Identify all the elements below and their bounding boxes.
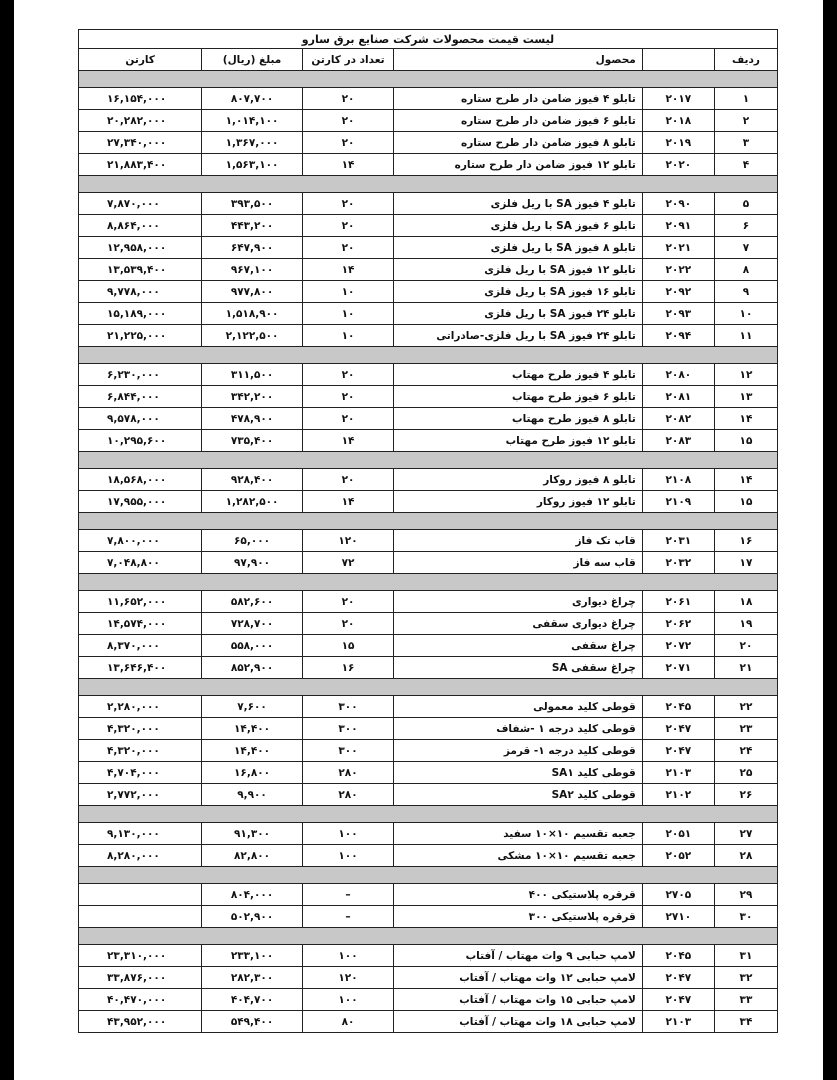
product-name: قوطی کلید معمولی: [394, 696, 642, 718]
row-index: ۱۰: [714, 303, 777, 325]
table-row: [79, 491, 778, 513]
unit-price: ۳۹۳,۵۰۰: [202, 193, 302, 215]
unit-price: ۹,۹۰۰: [202, 784, 302, 806]
table-row: [79, 718, 778, 740]
unit-price: ۱۶,۸۰۰: [202, 762, 302, 784]
product-name: چراغ دیواری: [394, 591, 642, 613]
row-index: ۳۰: [714, 906, 777, 928]
qty-per-carton: ۲۸۰: [302, 762, 394, 784]
qty-per-carton: ۱۰: [302, 281, 394, 303]
row-index: ۲۸: [714, 845, 777, 867]
qty-per-carton: ۳۰۰: [302, 696, 394, 718]
carton-price: ۹,۵۷۸,۰۰۰: [79, 408, 202, 430]
row-index: ۳۳: [714, 989, 777, 1011]
row-index: ۱۳: [714, 386, 777, 408]
unit-price: ۵۴۹,۴۰۰: [202, 1011, 302, 1033]
qty-per-carton: ۱۰۰: [302, 989, 394, 1011]
table-row: [79, 193, 778, 215]
product-name: تابلو ۱۲ فیوز طرح مهتاب: [394, 430, 642, 452]
product-code: ۲۰۲۰: [642, 154, 714, 176]
unit-price: ۷۳۵,۴۰۰: [202, 430, 302, 452]
carton-price: ۲۱,۲۲۵,۰۰۰: [79, 325, 202, 347]
product-name: تابلو ۱۲ فیوز ضامن دار طرح ستاره: [394, 154, 642, 176]
row-index: ۲۴: [714, 740, 777, 762]
product-name: جعبه تقسیم ۱۰×۱۰ مشکی: [394, 845, 642, 867]
row-index: ۱۵: [714, 491, 777, 513]
table-row: [79, 989, 778, 1011]
qty-per-carton: ۲۰: [302, 88, 394, 110]
row-index: ۱۷: [714, 552, 777, 574]
product-code: ۲۰۹۴: [642, 325, 714, 347]
product-code: ۲۰۴۷: [642, 989, 714, 1011]
carton-price: ۱۱,۶۵۲,۰۰۰: [79, 591, 202, 613]
qty-per-carton: ۱۰۰: [302, 945, 394, 967]
title-row: [79, 30, 778, 49]
group-separator: [79, 452, 778, 469]
carton-price: ۱۷,۹۵۵,۰۰۰: [79, 491, 202, 513]
table-row: [79, 364, 778, 386]
product-name: تابلو ۲۴ فیوز SA با ریل فلزی-صادراتی: [394, 325, 642, 347]
unit-price: ۲۳۳,۱۰۰: [202, 945, 302, 967]
product-code: ۲۰۴۷: [642, 967, 714, 989]
table-row: [79, 696, 778, 718]
table-row: [79, 430, 778, 452]
table-row: [79, 762, 778, 784]
table-row: [79, 88, 778, 110]
product-name: تابلو ۱۲ فیوز روکار: [394, 491, 642, 513]
table-row: [79, 469, 778, 491]
unit-price: ۲۸۲,۳۰۰: [202, 967, 302, 989]
header-carton: کارتن: [79, 49, 202, 71]
product-name: چراغ سقفی SA: [394, 657, 642, 679]
carton-price: ۲۰,۲۸۲,۰۰۰: [79, 110, 202, 132]
product-code: ۲۷۰۵: [642, 884, 714, 906]
carton-price: ۱۲,۹۵۸,۰۰۰: [79, 237, 202, 259]
carton-price: ۱۶,۱۵۴,۰۰۰: [79, 88, 202, 110]
product-name: قرقره پلاستیکی ۳۰۰: [394, 906, 642, 928]
product-name: قاب تک فاز: [394, 530, 642, 552]
row-index: ۱۶: [714, 530, 777, 552]
product-code: ۲۰۱۷: [642, 88, 714, 110]
unit-price: ۱,۲۸۲,۵۰۰: [202, 491, 302, 513]
header-price: مبلغ (ریال): [202, 49, 302, 71]
carton-price: ۶,۲۳۰,۰۰۰: [79, 364, 202, 386]
product-name: چراغ دیواری سقفی: [394, 613, 642, 635]
product-name: قاب سه فاز: [394, 552, 642, 574]
product-name: تابلو ۸ فیوز ضامن دار طرح ستاره: [394, 132, 642, 154]
header-code: [642, 49, 714, 71]
carton-price: ۴,۳۲۰,۰۰۰: [79, 740, 202, 762]
group-separator: [79, 928, 778, 945]
product-name: لامپ حبابی ۹ وات مهتاب / آفتاب: [394, 945, 642, 967]
unit-price: ۹۱,۳۰۰: [202, 823, 302, 845]
group-separator: [79, 347, 778, 364]
product-name: تابلو ۸ فیوز روکار: [394, 469, 642, 491]
carton-price: ۱۵,۱۸۹,۰۰۰: [79, 303, 202, 325]
table-row: [79, 591, 778, 613]
table-row: [79, 237, 778, 259]
row-index: ۳۲: [714, 967, 777, 989]
unit-price: ۵۵۸,۰۰۰: [202, 635, 302, 657]
row-index: ۶: [714, 215, 777, 237]
product-name: لامپ حبابی ۱۲ وات مهتاب / آفتاب: [394, 967, 642, 989]
unit-price: ۱,۵۶۳,۱۰۰: [202, 154, 302, 176]
table-row: [79, 945, 778, 967]
carton-price: ۴۰,۴۷۰,۰۰۰: [79, 989, 202, 1011]
qty-per-carton: ۱۴: [302, 259, 394, 281]
header-product: محصول: [394, 49, 642, 71]
row-index: ۲۰: [714, 635, 777, 657]
header-index: ردیف: [714, 49, 777, 71]
row-index: ۳۴: [714, 1011, 777, 1033]
carton-price: ۴,۷۰۴,۰۰۰: [79, 762, 202, 784]
carton-price: ۷,۸۰۰,۰۰۰: [79, 530, 202, 552]
row-index: ۹: [714, 281, 777, 303]
table-row: [79, 823, 778, 845]
group-separator: [79, 176, 778, 193]
qty-per-carton: ۱۶: [302, 657, 394, 679]
row-index: ۱۸: [714, 591, 777, 613]
product-name: لامپ حبابی ۱۵ وات مهتاب / آفتاب: [394, 989, 642, 1011]
product-name: لامپ حبابی ۱۸ وات مهتاب / آفتاب: [394, 1011, 642, 1033]
row-index: ۲۱: [714, 657, 777, 679]
qty-per-carton: ۲۰: [302, 132, 394, 154]
carton-price: ۱۰,۲۹۵,۶۰۰: [79, 430, 202, 452]
product-code: ۲۰۴۵: [642, 945, 714, 967]
row-index: ۱۴: [714, 469, 777, 491]
row-index: ۱۴: [714, 408, 777, 430]
table-row: [79, 408, 778, 430]
qty-per-carton: ۲۰: [302, 613, 394, 635]
table-row: [79, 259, 778, 281]
unit-price: ۶۵,۰۰۰: [202, 530, 302, 552]
header-row: [79, 49, 778, 71]
product-name: چراغ سقفی: [394, 635, 642, 657]
product-code: ۲۰۵۲: [642, 845, 714, 867]
table-row: [79, 906, 778, 928]
table-row: [79, 657, 778, 679]
table-row: [79, 303, 778, 325]
product-name: تابلو ۸ فیوز طرح مهتاب: [394, 408, 642, 430]
carton-price: [79, 906, 202, 928]
table-row: [79, 386, 778, 408]
product-code: ۲۰۵۱: [642, 823, 714, 845]
carton-price: ۱۳,۶۴۶,۴۰۰: [79, 657, 202, 679]
carton-price: ۲۳,۳۱۰,۰۰۰: [79, 945, 202, 967]
product-code: ۲۰۸۳: [642, 430, 714, 452]
row-index: ۳: [714, 132, 777, 154]
unit-price: ۶۴۷,۹۰۰: [202, 237, 302, 259]
unit-price: ۷۲۸,۷۰۰: [202, 613, 302, 635]
unit-price: ۴۷۸,۹۰۰: [202, 408, 302, 430]
unit-price: ۱,۰۱۴,۱۰۰: [202, 110, 302, 132]
carton-price: ۸,۳۷۰,۰۰۰: [79, 635, 202, 657]
qty-per-carton: ۲۰: [302, 469, 394, 491]
separator-cell: [79, 928, 778, 945]
carton-price: ۸,۲۸۰,۰۰۰: [79, 845, 202, 867]
carton-price: ۲,۷۷۲,۰۰۰: [79, 784, 202, 806]
unit-price: ۱۴,۴۰۰: [202, 718, 302, 740]
unit-price: ۱,۳۶۷,۰۰۰: [202, 132, 302, 154]
product-name: تابلو ۴ فیوز SA با ریل فلزی: [394, 193, 642, 215]
row-index: ۱۱: [714, 325, 777, 347]
carton-price: ۸,۸۶۴,۰۰۰: [79, 215, 202, 237]
separator-cell: [79, 513, 778, 530]
qty-per-carton: ۳۰۰: [302, 718, 394, 740]
page-title: لیست قیمت محصولات شرکت صنایع برق سارو: [79, 30, 778, 49]
product-code: ۲۰۱۸: [642, 110, 714, 132]
table-row: [79, 530, 778, 552]
product-code: ۲۰۸۰: [642, 364, 714, 386]
unit-price: ۸۵۲,۹۰۰: [202, 657, 302, 679]
product-name: تابلو ۱۶ فیوز SA با ریل فلزی: [394, 281, 642, 303]
product-name: تابلو ۶ فیوز SA با ریل فلزی: [394, 215, 642, 237]
product-code: ۲۰۱۹: [642, 132, 714, 154]
product-code: ۲۱۰۳: [642, 1011, 714, 1033]
carton-price: ۱۴,۵۷۴,۰۰۰: [79, 613, 202, 635]
separator-cell: [79, 71, 778, 88]
product-name: تابلو ۴ فیوز طرح مهتاب: [394, 364, 642, 386]
qty-per-carton: –: [302, 906, 394, 928]
product-code: ۲۰۴۷: [642, 718, 714, 740]
carton-price: ۶,۸۴۴,۰۰۰: [79, 386, 202, 408]
unit-price: ۹۲۸,۴۰۰: [202, 469, 302, 491]
qty-per-carton: ۲۰: [302, 215, 394, 237]
row-index: ۲۹: [714, 884, 777, 906]
qty-per-carton: ۲۰: [302, 386, 394, 408]
unit-price: ۸۰۴,۰۰۰: [202, 884, 302, 906]
price-list-table: [78, 29, 778, 1033]
unit-price: ۹۷,۹۰۰: [202, 552, 302, 574]
row-index: ۱۲: [714, 364, 777, 386]
qty-per-carton: ۱۲۰: [302, 967, 394, 989]
qty-per-carton: –: [302, 884, 394, 906]
separator-cell: [79, 679, 778, 696]
table-row: [79, 110, 778, 132]
price-list-body: [79, 30, 778, 1033]
product-name: تابلو ۶ فیوز ضامن دار طرح ستاره: [394, 110, 642, 132]
qty-per-carton: ۱۴: [302, 154, 394, 176]
unit-price: ۳۱۱,۵۰۰: [202, 364, 302, 386]
table-row: [79, 635, 778, 657]
qty-per-carton: ۱۰۰: [302, 845, 394, 867]
qty-per-carton: ۲۰: [302, 237, 394, 259]
product-name: قوطی کلید SA۲: [394, 784, 642, 806]
unit-price: ۸۲,۸۰۰: [202, 845, 302, 867]
product-code: ۲۰۳۲: [642, 552, 714, 574]
separator-cell: [79, 347, 778, 364]
table-row: [79, 1011, 778, 1033]
product-code: ۲۰۲۱: [642, 237, 714, 259]
row-index: ۲۵: [714, 762, 777, 784]
carton-price: ۹,۷۷۸,۰۰۰: [79, 281, 202, 303]
product-code: ۲۱۰۹: [642, 491, 714, 513]
product-code: ۲۰۲۲: [642, 259, 714, 281]
row-index: ۳۱: [714, 945, 777, 967]
group-separator: [79, 867, 778, 884]
unit-price: ۹۷۷,۸۰۰: [202, 281, 302, 303]
group-separator: [79, 574, 778, 591]
row-index: ۲۲: [714, 696, 777, 718]
table-row: [79, 552, 778, 574]
product-code: ۲۰۹۰: [642, 193, 714, 215]
qty-per-carton: ۲۰: [302, 110, 394, 132]
row-index: ۱۵: [714, 430, 777, 452]
product-code: ۲۰۴۷: [642, 740, 714, 762]
row-index: ۸: [714, 259, 777, 281]
product-code: ۲۰۶۱: [642, 591, 714, 613]
table-row: [79, 845, 778, 867]
product-code: ۲۰۷۲: [642, 635, 714, 657]
carton-price: ۲۷,۳۴۰,۰۰۰: [79, 132, 202, 154]
qty-per-carton: ۱۴: [302, 491, 394, 513]
row-index: ۵: [714, 193, 777, 215]
separator-cell: [79, 867, 778, 884]
unit-price: ۴۴۳,۲۰۰: [202, 215, 302, 237]
carton-price: ۲,۲۸۰,۰۰۰: [79, 696, 202, 718]
group-separator: [79, 806, 778, 823]
row-index: ۷: [714, 237, 777, 259]
carton-price: ۹,۱۳۰,۰۰۰: [79, 823, 202, 845]
qty-per-carton: ۱۰: [302, 325, 394, 347]
carton-price: ۱۳,۵۳۹,۴۰۰: [79, 259, 202, 281]
qty-per-carton: ۸۰: [302, 1011, 394, 1033]
product-code: ۲۱۰۲: [642, 784, 714, 806]
unit-price: ۵۸۲,۶۰۰: [202, 591, 302, 613]
separator-cell: [79, 176, 778, 193]
unit-price: ۷,۶۰۰: [202, 696, 302, 718]
carton-price: ۴,۳۲۰,۰۰۰: [79, 718, 202, 740]
carton-price: ۷,۸۷۰,۰۰۰: [79, 193, 202, 215]
row-index: ۴: [714, 154, 777, 176]
product-name: تابلو ۱۲ فیوز SA با ریل فلزی: [394, 259, 642, 281]
product-name: تابلو ۶ فیوز طرح مهتاب: [394, 386, 642, 408]
product-name: تابلو ۸ فیوز SA با ریل فلزی: [394, 237, 642, 259]
document-page: [14, 0, 823, 1080]
group-separator: [79, 679, 778, 696]
unit-price: ۱,۵۱۸,۹۰۰: [202, 303, 302, 325]
qty-per-carton: ۲۰: [302, 408, 394, 430]
qty-per-carton: ۱۵: [302, 635, 394, 657]
table-row: [79, 215, 778, 237]
product-code: ۲۰۹۲: [642, 281, 714, 303]
product-name: قرقره پلاستیکی ۴۰۰: [394, 884, 642, 906]
table-row: [79, 132, 778, 154]
group-separator: [79, 513, 778, 530]
qty-per-carton: ۳۰۰: [302, 740, 394, 762]
product-code: ۲۰۶۲: [642, 613, 714, 635]
unit-price: ۱۴,۴۰۰: [202, 740, 302, 762]
product-name: تابلو ۴ فیوز ضامن دار طرح ستاره: [394, 88, 642, 110]
qty-per-carton: ۷۲: [302, 552, 394, 574]
unit-price: ۹۶۷,۱۰۰: [202, 259, 302, 281]
group-separator: [79, 71, 778, 88]
unit-price: ۲,۱۲۲,۵۰۰: [202, 325, 302, 347]
carton-price: ۳۳,۸۷۶,۰۰۰: [79, 967, 202, 989]
product-name: قوطی کلید درجه ۱- قرمز: [394, 740, 642, 762]
table-row: [79, 613, 778, 635]
table-row: [79, 884, 778, 906]
product-code: ۲۰۳۱: [642, 530, 714, 552]
table-row: [79, 784, 778, 806]
product-code: ۲۰۸۱: [642, 386, 714, 408]
qty-per-carton: ۱۰۰: [302, 823, 394, 845]
qty-per-carton: ۲۸۰: [302, 784, 394, 806]
unit-price: ۸۰۷,۷۰۰: [202, 88, 302, 110]
row-index: ۱: [714, 88, 777, 110]
separator-cell: [79, 806, 778, 823]
product-code: ۲۰۹۱: [642, 215, 714, 237]
row-index: ۲۶: [714, 784, 777, 806]
product-name: تابلو ۲۴ فیوز SA با ریل فلزی: [394, 303, 642, 325]
carton-price: ۲۱,۸۸۳,۴۰۰: [79, 154, 202, 176]
carton-price: [79, 884, 202, 906]
product-code: ۲۱۰۸: [642, 469, 714, 491]
unit-price: ۵۰۲,۹۰۰: [202, 906, 302, 928]
carton-price: ۷,۰۴۸,۸۰۰: [79, 552, 202, 574]
row-index: ۲: [714, 110, 777, 132]
table-row: [79, 967, 778, 989]
qty-per-carton: ۲۰: [302, 591, 394, 613]
qty-per-carton: ۱۲۰: [302, 530, 394, 552]
product-code: ۲۷۱۰: [642, 906, 714, 928]
unit-price: ۳۴۲,۲۰۰: [202, 386, 302, 408]
table-row: [79, 325, 778, 347]
carton-price: ۴۳,۹۵۲,۰۰۰: [79, 1011, 202, 1033]
row-index: ۱۹: [714, 613, 777, 635]
table-row: [79, 281, 778, 303]
product-code: ۲۰۴۵: [642, 696, 714, 718]
header-qty: تعداد در کارتن: [302, 49, 394, 71]
row-index: ۲۳: [714, 718, 777, 740]
product-name: قوطی کلید درجه ۱ -شفاف: [394, 718, 642, 740]
separator-cell: [79, 452, 778, 469]
qty-per-carton: ۲۰: [302, 364, 394, 386]
product-name: جعبه تقسیم ۱۰×۱۰ سفید: [394, 823, 642, 845]
row-index: ۲۷: [714, 823, 777, 845]
product-name: قوطی کلید SA۱: [394, 762, 642, 784]
carton-price: ۱۸,۵۶۸,۰۰۰: [79, 469, 202, 491]
qty-per-carton: ۲۰: [302, 193, 394, 215]
product-code: ۲۰۸۲: [642, 408, 714, 430]
unit-price: ۴۰۴,۷۰۰: [202, 989, 302, 1011]
qty-per-carton: ۱۴: [302, 430, 394, 452]
qty-per-carton: ۱۰: [302, 303, 394, 325]
product-code: ۲۰۷۱: [642, 657, 714, 679]
separator-cell: [79, 574, 778, 591]
table-row: [79, 740, 778, 762]
product-code: ۲۰۹۳: [642, 303, 714, 325]
product-code: ۲۱۰۳: [642, 762, 714, 784]
table-row: [79, 154, 778, 176]
